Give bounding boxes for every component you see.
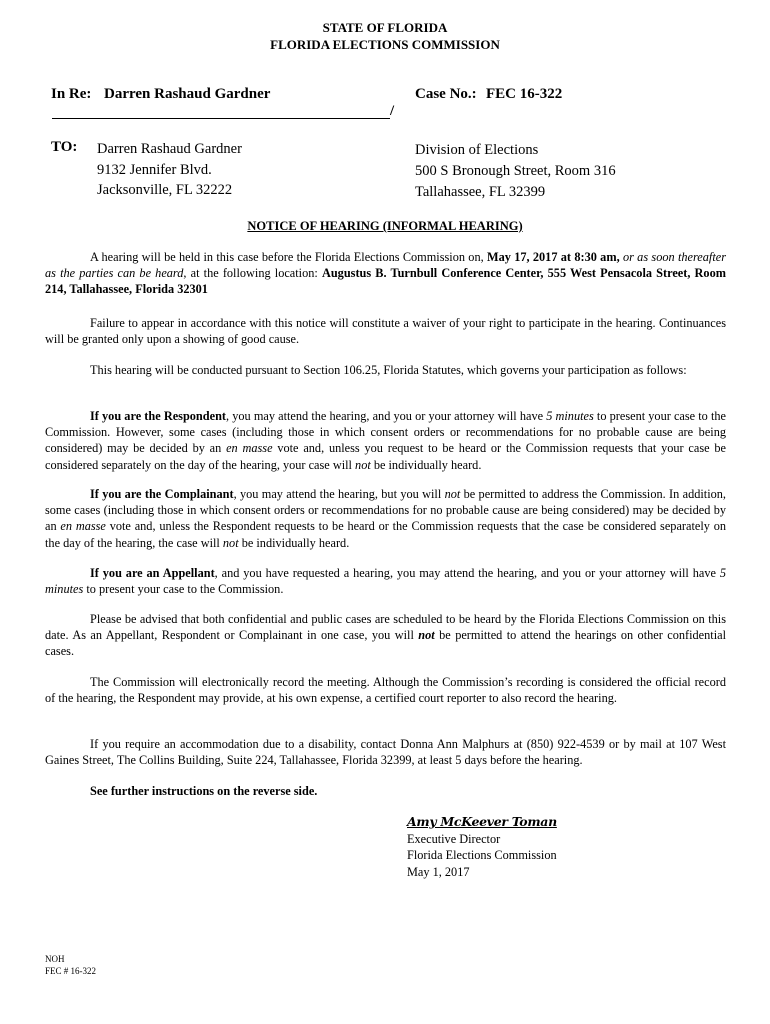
signature-block (407, 814, 557, 880)
paragraph-accommodation: If you require an accommodation due to a disability, contact Donna Ann Malphurs at (850) 922-4539 or by mail at 107 West Gaines Street, The Collins Building, Suite 224, Tallahassee, Florida 32399, at least 5 days before the hearing. (45, 737, 726, 768)
header-commission: FLORIDA ELECTIONS COMMISSION (270, 37, 500, 52)
notice-title: NOTICE OF HEARING (INFORMAL HEARING) (247, 219, 523, 233)
paragraph-respondent: If you are the Respondent, you may attend the hearing, and you or your attorney will have 5 minutes to present your case to the Commission. However, some cases (including those in which consent orders or recommendations for no probable cause are being considered) may be decided by an en masse vote and, unless you request to be heard or the Commission requests that your case be considered separately on the day of the hearing, your case will not be individually heard. (45, 409, 726, 472)
footer-form-code: NOH (45, 954, 65, 964)
case-number: FEC 16-322 (486, 86, 563, 102)
footer-code (45, 953, 96, 977)
signature-org: Florida Elections Commission (407, 848, 557, 862)
to-label: TO: (51, 139, 78, 155)
hearing-date: May 17, 2017 at 8:30 am, (487, 250, 620, 264)
recipient-address (97, 139, 242, 201)
caption-slash: / (390, 103, 395, 119)
reverse-side-note: See further instructions on the reverse side. (90, 784, 318, 798)
division-street: 500 S Bronough Street, Room 316 (415, 163, 616, 179)
in-re-label: In Re: (51, 86, 92, 102)
caption-rule (52, 118, 390, 119)
division-name: Division of Elections (415, 142, 539, 158)
paragraph-recording: The Commission will electronically record the meeting. Although the Commission’s recording is considered the official record of the hearing, the Respondent may provide, at his own expense, a certified court reporter to also record the hearing. (45, 675, 726, 706)
paragraph-failure: Failure to appear in accordance with this notice will constitute a waiver of your right to participate in the hearing. Continuances will be granted only upon a showing of good cause. (45, 316, 726, 347)
signature-date: May 1, 2017 (407, 864, 470, 879)
header-state: STATE OF FLORIDA (322, 20, 448, 35)
in-re-name: Darren Rashaud Gardner (104, 86, 271, 102)
paragraph-confidential: Please be advised that both confidential and public cases are scheduled to be heard by the Florida Elections Commission on this date. As an Appellant, Respondent or Complainant in one case, you will not be permitted to attend the hearings on other confidential cases. (45, 612, 726, 659)
paragraph-hearing-date: A hearing will be held in this case before the Florida Elections Commission on, May 17, 2017 at 8:30 am, or as soon thereafter as the parties can be heard, at the following location: Augustus B. Turnbull Conference Center, 555 West Pensacola Street, Room 214, Tallahassee, Florida 32301 (45, 250, 726, 297)
recipient-city: Jacksonville, FL 32222 (97, 182, 233, 198)
paragraph-appellant: If you are an Appellant, and you have requested a hearing, you may attend the hearing, and you or your attorney will have 5 minutes to present your case to the Commission. (45, 566, 726, 597)
paragraph-complainant: If you are the Complainant, you may attend the hearing, but you will not be permitted to address the Commission. In addition, some cases (including those in which consent orders or recommendations for no probable cause are being considered) may be decided by an en masse vote and, unless the Respondent requests to be heard or the Commission requests that the case be considered separately on the day of the hearing, the case will not be individually heard. (45, 487, 726, 550)
hearing-location: Augustus B. Turnbull Conference Center, 555 West Pensacola Street, Room 214, Tallahassee, Florida 32301 (45, 266, 726, 297)
division-address (415, 140, 616, 203)
footer-case-ref: FEC # 16-322 (45, 966, 97, 976)
recipient-name: Darren Rashaud Gardner (97, 141, 242, 157)
paragraph-pursuant: This hearing will be conducted pursuant to Section 106.25, Florida Statutes, which governs your participation as follows: (90, 363, 687, 377)
signature-title: Executive Director (407, 831, 501, 846)
case-label: Case No.: (415, 86, 477, 102)
division-city: Tallahassee, FL 32399 (415, 184, 546, 200)
signature-name: Amy McKeever Toman (407, 814, 557, 829)
recipient-street: 9132 Jennifer Blvd. (97, 161, 212, 178)
